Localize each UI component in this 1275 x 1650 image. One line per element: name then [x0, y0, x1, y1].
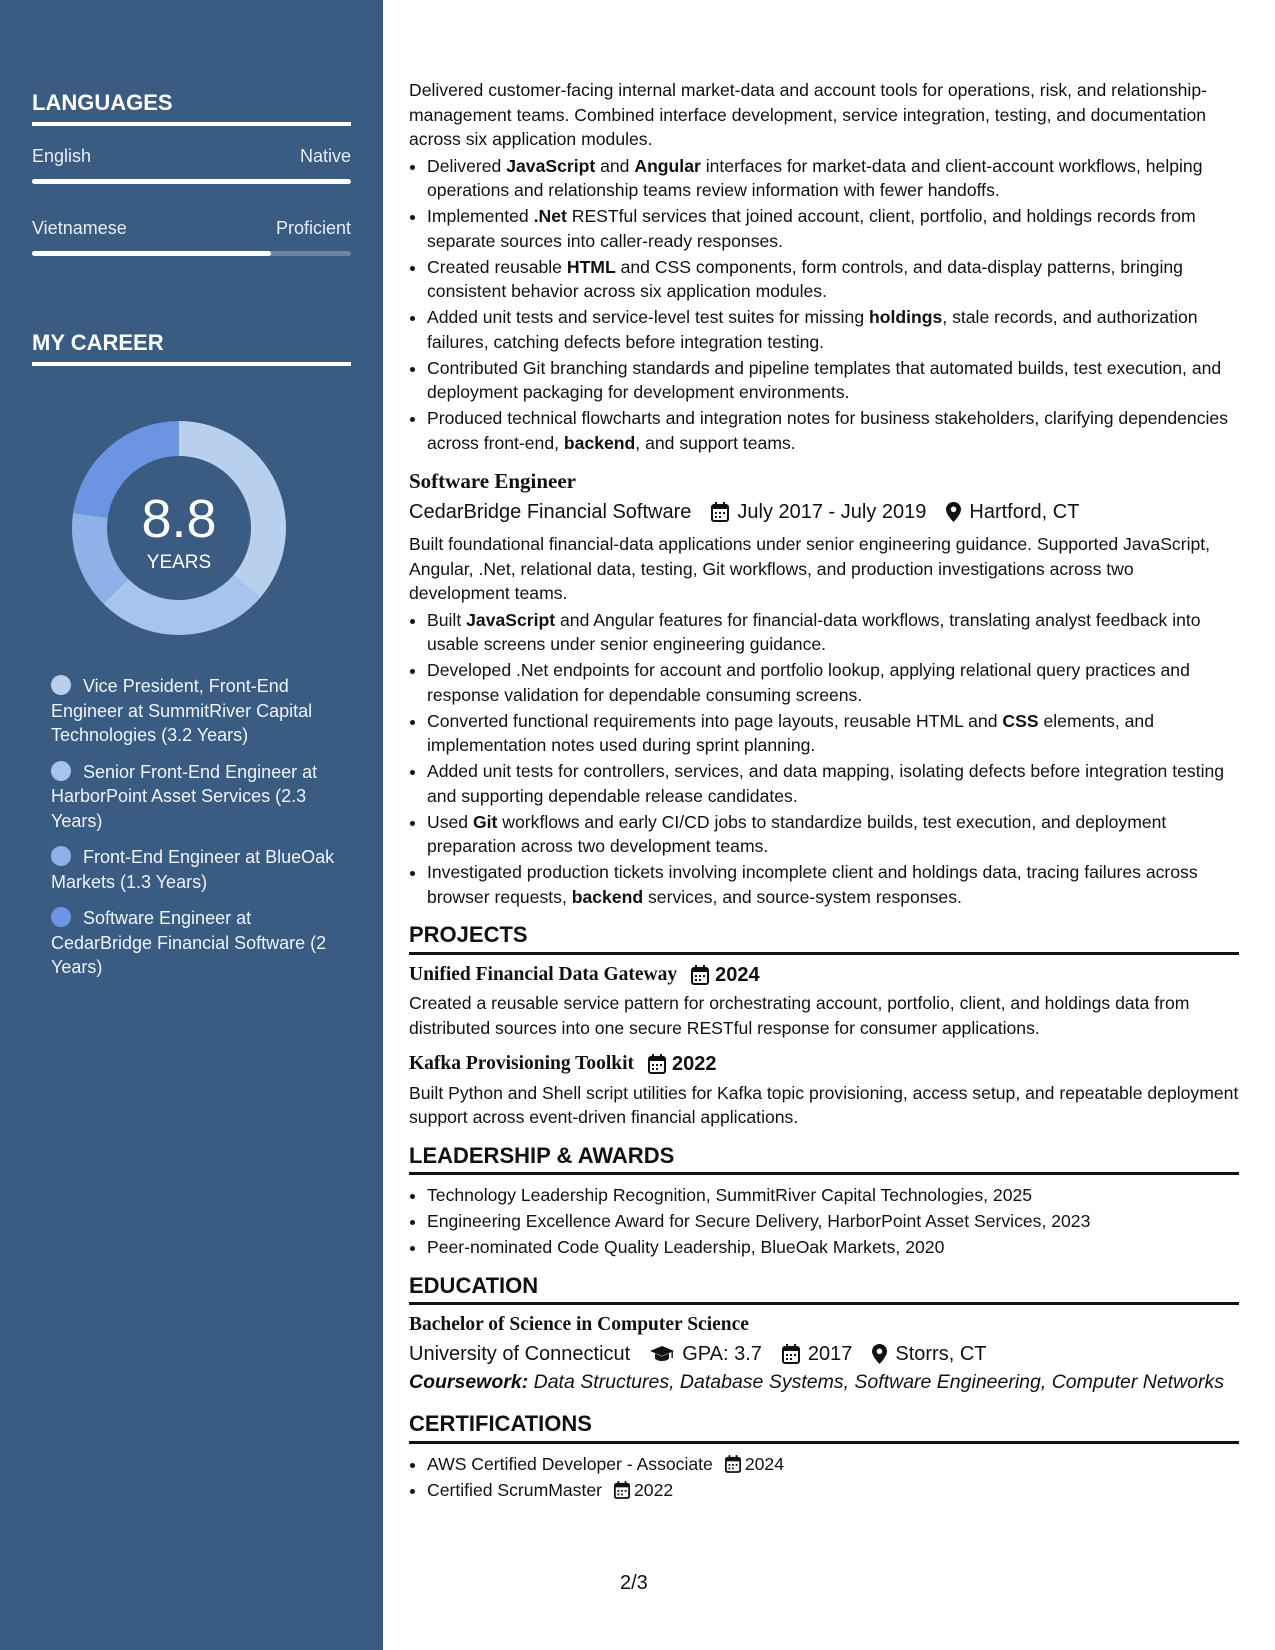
calendar-icon	[614, 1481, 630, 1499]
leadership-item: • Peer-nominated Code Quality Leadership, BlueOak Markets, 2020	[427, 1235, 1239, 1260]
project-title	[409, 1052, 1239, 1077]
job1-bullet: • Produced technical flowcharts and integration notes for business stakeholders, clarifying dependencies across front-end, backend, and support teams.	[427, 406, 1239, 455]
calendar-icon	[711, 502, 729, 522]
education-gpa: GPA: 3.7	[682, 1342, 762, 1365]
job1-bullet: • Implemented .Net RESTful services that joined account, client, portfolio, and holdings records from separate sources into caller-ready responses.	[427, 204, 1239, 253]
career-list	[51, 674, 336, 992]
location-pin-icon	[872, 1344, 887, 1364]
page-number: 2/3	[620, 1572, 648, 1594]
project-year: 2024	[715, 963, 760, 986]
language-item	[32, 146, 351, 184]
education-year: 2017	[807, 1342, 853, 1365]
language-bar-fill	[32, 179, 351, 184]
language-name: Vietnamese	[32, 218, 127, 238]
job2-dates: July 2017 - July 2019	[737, 500, 927, 523]
calendar-icon	[691, 965, 709, 985]
certification-year: 2022	[634, 1479, 674, 1500]
certification-name: • AWS Certified Developer - Associate	[427, 1453, 713, 1474]
leadership-list	[409, 1183, 1239, 1260]
project-description: Built Python and Shell script utilities for Kafka topic provisioning, access setup, and repeatable deployment support across event-driven financial applications.	[409, 1082, 1239, 1127]
career-section	[32, 330, 351, 366]
project-title	[409, 963, 1239, 988]
career-dot	[51, 907, 71, 927]
language-name: English	[32, 146, 92, 166]
job2-bullet: • Built JavaScript and Angular features for financial-data workflows, translating analyst feedback into usable screens under senior engineering guidance.	[427, 608, 1239, 657]
project-name: Unified Financial Data Gateway	[409, 963, 678, 985]
languages-section	[32, 90, 351, 256]
language-level: Proficient	[275, 218, 351, 238]
leadership-item: • Technology Leadership Recognition, SummitRiver Capital Technologies, 2025	[427, 1183, 1239, 1208]
job2-location: Hartford, CT	[969, 500, 1080, 523]
language-item	[32, 218, 351, 256]
certification-item	[427, 1478, 1239, 1503]
certifications-list	[409, 1452, 1239, 1503]
career-dot	[51, 846, 71, 866]
career-donut-chart	[64, 413, 294, 643]
job2-bullet: • Investigated production tickets involving incomplete client and holdings data, tracing failures across browser requests, backend services, and source-system responses.	[427, 860, 1239, 909]
leadership-item: • Engineering Excellence Award for Secure Delivery, HarborPoint Asset Services, 2023	[427, 1209, 1239, 1234]
career-total-unit: YEARS	[146, 552, 212, 573]
job1-bullet: • Contributed Git branching standards and pipeline templates that automated builds, test execution, and deployment packaging for development environments.	[427, 356, 1239, 405]
job1-bullet: • Created reusable HTML and CSS components, form controls, and data-display patterns, bringing consistent behavior across six application modules.	[427, 255, 1239, 304]
location-pin-icon	[946, 502, 961, 522]
education-location: Storrs, CT	[895, 1342, 987, 1365]
career-heading: MY CAREER	[32, 330, 351, 366]
projects-heading: PROJECTS	[409, 923, 1239, 955]
languages-heading: LANGUAGES	[32, 90, 351, 126]
project-name: Kafka Provisioning Toolkit	[409, 1053, 635, 1074]
job2-title: Software Engineer	[409, 469, 577, 493]
career-total-value: 8.8	[141, 489, 217, 549]
graduation-cap-icon	[650, 1345, 674, 1363]
calendar-icon	[782, 1344, 800, 1364]
coursework-label: Coursework:	[409, 1371, 529, 1393]
career-item: Senior Front-End Engineer at HarborPoint Asset Services (2.3 Years)	[51, 761, 318, 831]
job2-bullet: • Converted functional requirements into page layouts, reusable HTML and CSS elements, and implementation notes used during sprint planning.	[427, 709, 1239, 758]
certification-item	[427, 1452, 1239, 1477]
language-bar	[32, 179, 351, 184]
job1-bullets	[409, 154, 1239, 456]
job2-bullet: • Added unit tests for controllers, services, and data mapping, isolating defects before integration testing and supporting dependable release candidates.	[427, 759, 1239, 808]
education-school: University of Connecticut	[409, 1342, 631, 1365]
coursework-list: Data Structures, Database Systems, Software Engineering, Computer Networks	[528, 1371, 1225, 1393]
sidebar	[0, 0, 383, 1650]
certification-year: 2024	[744, 1453, 784, 1474]
job1-bullet: • Added unit tests and service-level test suites for missing holdings, stale records, and authorization failures, catching defects before integration testing.	[427, 305, 1239, 354]
career-item: Software Engineer at CedarBridge Financial Software (2 Years)	[51, 908, 327, 977]
career-dot	[51, 761, 71, 781]
job2-bullet: • Used Git workflows and early CI/CD jobs to standardize builds, test execution, and deployment preparation across two development teams.	[427, 810, 1239, 859]
job2-bullet: • Developed .Net endpoints for account and portfolio lookup, applying relational query practices and response validation for dependable consuming screens.	[427, 658, 1239, 707]
job1-summary: Delivered customer-facing internal market-data and account tools for operations, risk, and relationship-management teams. Combined interface development, service integration, testing, and documentation across six application modules.	[409, 80, 1207, 149]
education-heading: EDUCATION	[409, 1274, 1239, 1306]
calendar-icon	[725, 1455, 741, 1473]
education-meta	[409, 1342, 1239, 1367]
language-level: Native	[299, 146, 351, 166]
donut-segment	[103, 575, 260, 635]
language-bar	[32, 251, 351, 256]
job1-bullet: • Delivered JavaScript and Angular interfaces for market-data and client-account workflows, helping operations and relationship teams review information with fewer handoffs.	[427, 154, 1239, 203]
project-description: Created a reusable service pattern for orchestrating account, portfolio, client, and holdings data from distributed sources into one secure RESTful response for consumer applications.	[409, 993, 1190, 1038]
certification-name: • Certified ScrumMaster	[427, 1479, 603, 1500]
education-coursework	[409, 1370, 1239, 1394]
certifications-heading: CERTIFICATIONS	[409, 1412, 1239, 1444]
education-degree: Bachelor of Science in Computer Science	[409, 1314, 749, 1335]
leadership-heading: LEADERSHIP & AWARDS	[409, 1144, 1239, 1176]
language-bar-fill	[32, 251, 271, 256]
calendar-icon	[648, 1054, 666, 1074]
main-content	[409, 78, 1239, 1504]
job2-company: CedarBridge Financial Software	[409, 500, 692, 523]
job2-summary: Built foundational financial-data applications under senior engineering guidance. Supported JavaScript, Angular, .Net, relational data, testing, Git workflows, and production investigations across two development teams.	[409, 534, 1211, 603]
job2-meta	[409, 500, 1239, 525]
career-item: Vice President, Front-End Engineer at SummitRiver Capital Technologies (3.2 Years)	[51, 676, 313, 745]
project-year: 2022	[672, 1053, 717, 1075]
career-item: Front-End Engineer at BlueOak Markets (1.3 Years)	[51, 847, 335, 892]
career-dot	[51, 675, 71, 695]
job2-bullets	[409, 608, 1239, 910]
